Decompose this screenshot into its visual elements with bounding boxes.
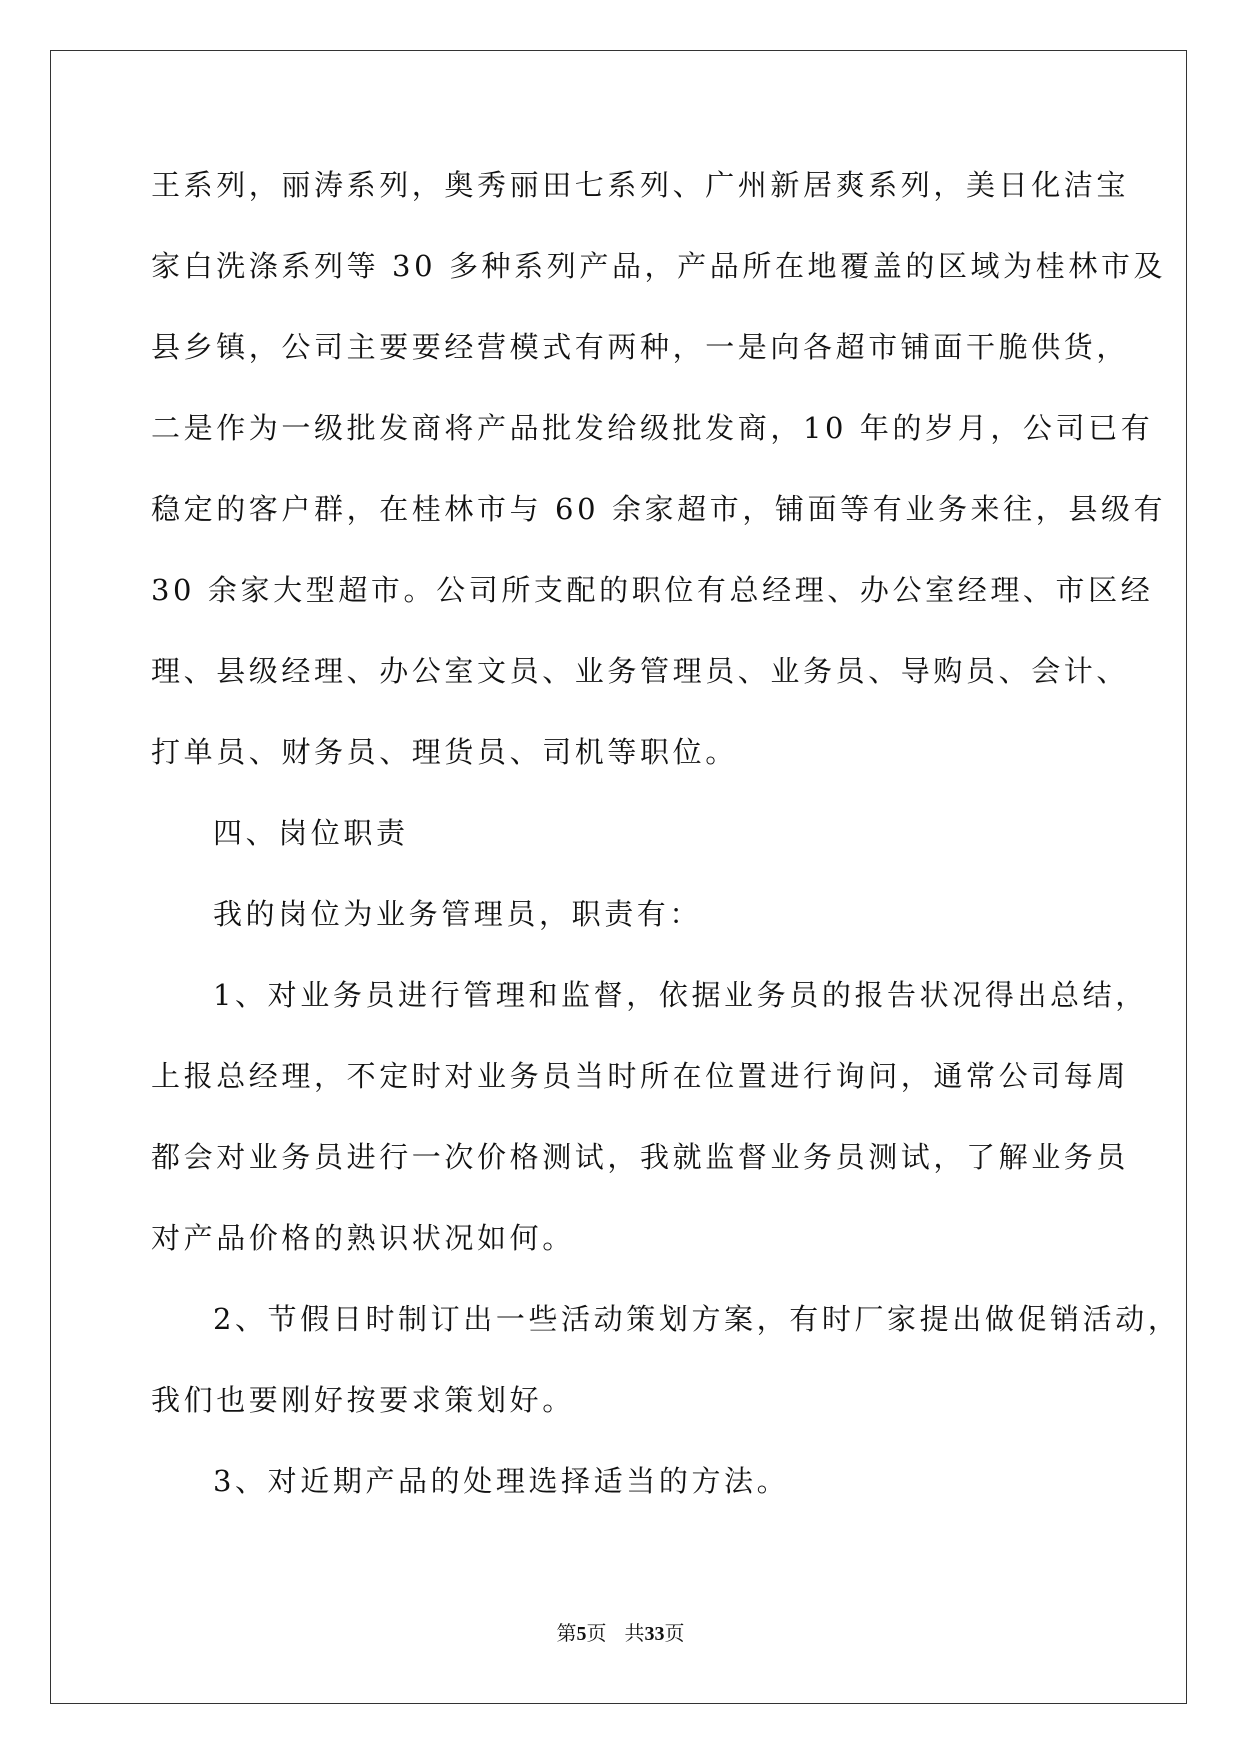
list-item-2-start: 2、节假日时制订出一些活动策划方案，有时厂家提出做促销活动，: [213, 1302, 1181, 1336]
footer-page-suffix: 页: [586, 1623, 607, 1645]
text-line: 30 余家大型超市。公司所支配的职位有总经理、办公室经理、市区经: [151, 573, 1154, 607]
text-line: 我们也要刚好按要求策划好。: [151, 1383, 575, 1417]
page-footer: [0, 1622, 1241, 1646]
text-line: 上报总经理，不定时对业务员当时所在位置进行询问，通常公司每周: [151, 1059, 1130, 1093]
paragraph-start: 我的岗位为业务管理员，职责有：: [213, 897, 703, 931]
footer-total-prefix: 共: [624, 1623, 645, 1645]
text-line: 打单员、财务员、理货员、司机等职位。: [151, 735, 738, 769]
text-line: 理、县级经理、办公室文员、业务管理员、业务员、导购员、会计、: [151, 654, 1130, 688]
page-number: 5: [576, 1623, 587, 1645]
list-item-1-start: 1、对业务员进行管理和监督，依据业务员的报告状况得出总结，: [213, 978, 1148, 1012]
text-line: 二是作为一级批发商将产品批发给级批发商，10 年的岁月，公司已有: [151, 411, 1154, 445]
text-line: 王系列，丽涛系列，奥秀丽田七系列、广州新居爽系列，美日化洁宝: [151, 168, 1130, 202]
total-pages: 33: [644, 1623, 665, 1645]
footer-prefix: 第: [556, 1623, 577, 1645]
text-line: 县乡镇，公司主要要经营模式有两种，一是向各超市铺面干脆供货，: [151, 330, 1130, 364]
text-line: 都会对业务员进行一次价格测试，我就监督业务员测试，了解业务员: [151, 1140, 1130, 1174]
list-item-3-start: 3、对近期产品的处理选择适当的方法。: [213, 1464, 790, 1498]
text-line: 家白洗涤系列等 30 多种系列产品，产品所在地覆盖的区域为桂林市及: [151, 249, 1167, 283]
text-line: 对产品价格的熟识状况如何。: [151, 1221, 575, 1255]
text-line: 稳定的客户群，在桂林市与 60 余家超市，铺面等有业务来往，县级有: [151, 492, 1167, 526]
section-heading: 四、岗位职责: [213, 816, 409, 850]
document-body: [151, 165, 1181, 1542]
footer-total-suffix: 页: [664, 1623, 685, 1645]
